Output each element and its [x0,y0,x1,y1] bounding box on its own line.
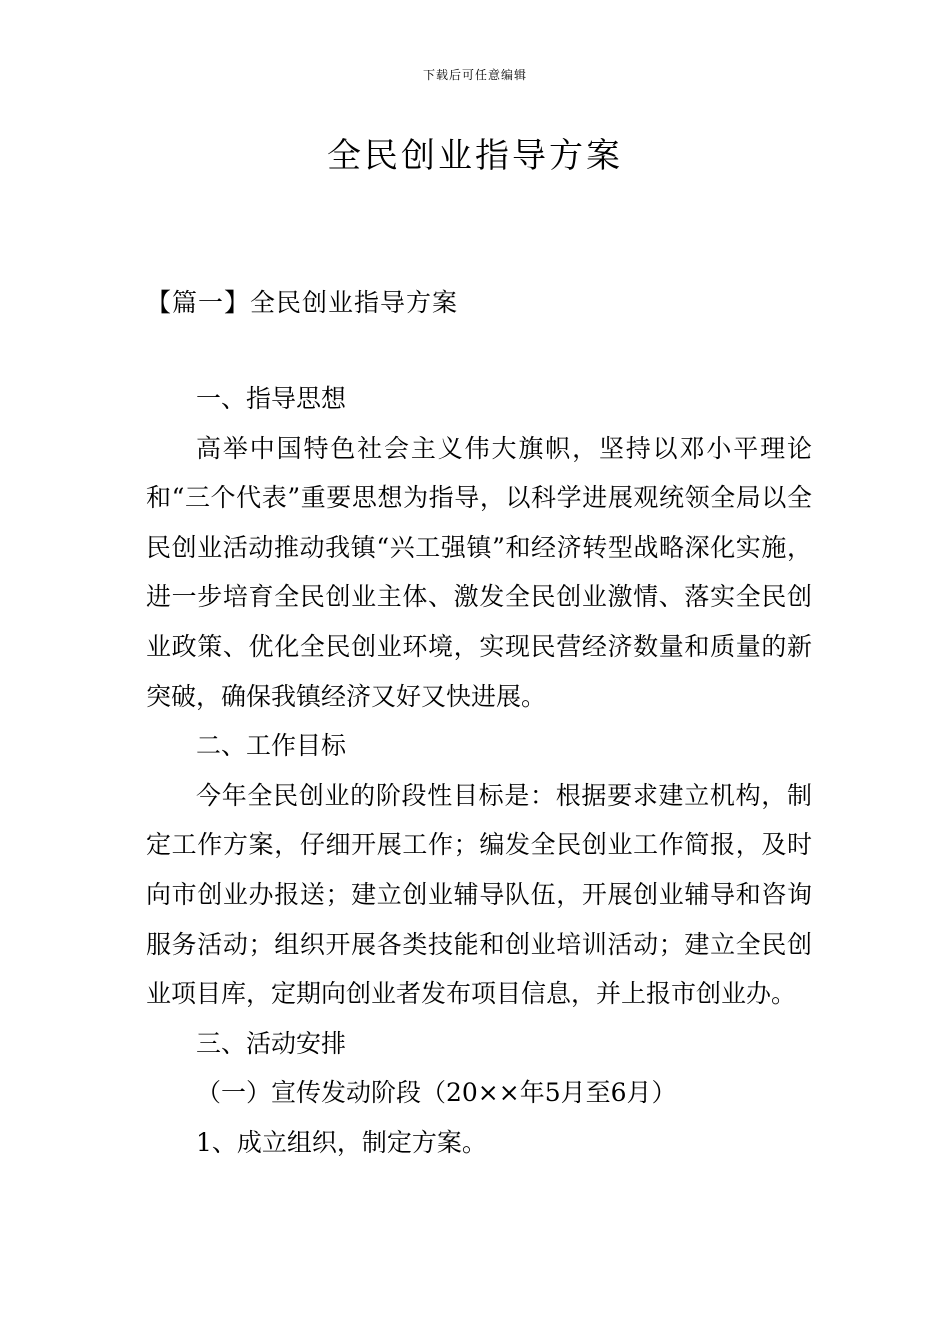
document-title: 全民创业指导方案 [327,136,623,176]
paragraph-guiding-ideology: 高举中国特色社会主义伟大旗帜，坚持以邓小平理论和“三个代表”重要思想为指导，以科学进展观统领全局以全民创业活动推动我镇“兴工强镇”和经济转型战略深化实施，进一步培育全民创业主体、激发全民创业激情、落实全民创业政策、优化全民创业环境，实现民营经济数量和质量的新突破，确保我镇经济又好又快进展。 [146,433,812,711]
section-title: 【篇一】全民创业指导方案 [146,288,459,317]
heading-activity-arrangement: 三、活动安排 [196,1028,347,1058]
paragraph-work-goals: 今年全民创业的阶段性目标是：根据要求建立机构，制定工作方案，仔细开展工作；编发全民创业工作简报，及时向市创业办报送；建立创业辅导队伍，开展创业辅导和咨询服务活动；组织开展各类技能和创业培训活动；建立全民创业项目库，定期向创业者发布项目信息，并上报市创业办。 [146,780,812,1009]
header-note: 下载后可任意编辑 [422,68,527,82]
heading-work-goals: 二、工作目标 [196,731,347,761]
subheading-publicity-stage: （一）宣传发动阶段（20××年5月至6月） [196,1078,677,1108]
body-text [146,374,812,1168]
list-item-establish-organization: 1、成立组织，制定方案。 [196,1127,487,1157]
heading-guiding-ideology: 一、指导思想 [196,384,347,413]
